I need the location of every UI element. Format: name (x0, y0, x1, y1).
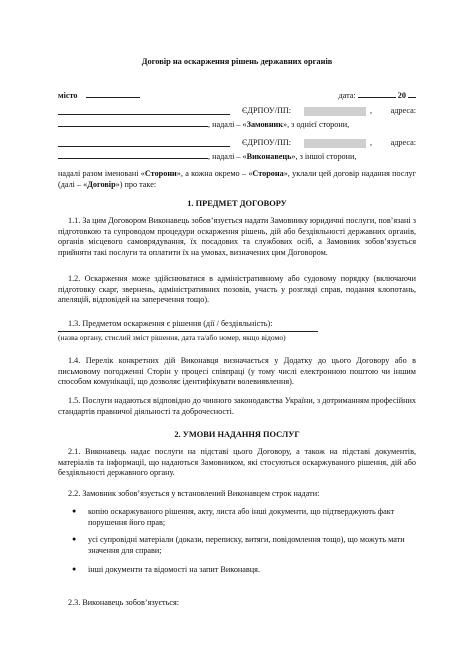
clause-2-3: 2.3. Виконавець зобов’язується: (68, 598, 180, 607)
section-1-title: 1. ПРЕДМЕТ ДОГОВОРУ (187, 199, 287, 208)
customer-address-field[interactable] (58, 118, 208, 127)
clause-1-5: 1.5. Послуги надаються відповідно до чинного законодавства України, з дотриманням професійних стандартів правничої діяльності та доброчесності. (58, 396, 416, 416)
contractor-role: Виконавець (246, 152, 292, 161)
bullet-icon: ● (72, 507, 77, 515)
customer-edrpou-label: ЄДРПОУ/ПП: (242, 106, 292, 115)
date-year: 20 (397, 91, 406, 100)
customer-role: Замовник (246, 120, 283, 129)
place-label: місто (58, 91, 78, 100)
date-field[interactable] (358, 89, 396, 98)
contractor-address-field[interactable] (58, 150, 208, 159)
bullet-icon: ● (72, 535, 77, 543)
place-field[interactable] (86, 89, 140, 98)
customer-edrpou-field[interactable] (304, 107, 366, 116)
document-page: Договір на оскарження рішень державних органів місто дата: 20 ЄДРПОУ/ПП: , адреса: , надалі – «Замовник», з однієї сторони, ЄДРПОУ/ПП: , адреса: , надалі – «Виконавець», з іншої сторони, надалі разом іменовані «Сторони», а кожна окремо – «Сторона», уклали цей договір надання послуг (далі – «Договір») про таке: 1. ПРЕДМЕТ ДОГОВОРУ 1.1. За цим Договором Виконавець зобов’язується надати Замовнику юридичні послуги, пов’язані з підготовкою та супроводом процедури оскарження рішень, дій або бездіяльності державних органів, органів місцевого самоврядування, їх посадових та службових осіб, а Замовник зобов’язується прийняти такі послуги та оплатити їх на умовах, визначених цим Договором. 1.2. Оскарження може здійснюватися в адміністративному або судовому порядку (включаючи підготовку скарг, звернень, адміністративних позовів, участь у розгляді справ, подання клопотань, апеляцій, відповідей на заперечення тощо). 1.3. Предметом оскарження є рішення (дії / бездіяльність): (назва органу, стислий зміст рішення, дата та/або номер, якщо відомо) 1.4. Перелік конкретних дій Виконавця визначається у Додатку до цього Договору або в письмовому погодженні Сторін у процесі співпраці (у тому числі електронною поштою чи іншим способом комунікації, що дозволяє ідентифікувати волевиявлення). 1.5. Послуги надаються відповідно до чинного законодавства України, з дотриманням професійних стандартів правничої діяльності та доброчесності. 2. УМОВИ НАДАННЯ ПОСЛУГ 2.1. Виконавець надає послуги на підставі цього Договору, а також на підставі документів, матеріалів та інформації, що надаються Замовником, які стосуються оскаржуваного рішення, дій або бездіяльності державного органу. 2.2. Замовник зобов’язується у встановлений Виконавцем строк надати: ● копію оскаржуваного рішення, акту, листа або інші документи, що підтверджують факт порушення його прав; ● усі супровідні матеріали (докази, переписку, витяги, повідомлення тощо), що можуть мати значення для справи; ● інші документи та відомості на запит Виконавця. 2.3. Виконавець зобов’язується: (0, 0, 474, 670)
customer-address-label: адреса: (390, 106, 416, 115)
contractor-edrpou-field[interactable] (304, 139, 366, 148)
clause-1-3-hint: (назва органу, стислий зміст рішення, дата та/або номер, якщо відомо) (58, 333, 286, 342)
subject-field[interactable] (58, 330, 318, 332)
contractor-name-field[interactable] (58, 138, 230, 147)
section-2-title: 2. УМОВИ НАДАННЯ ПОСЛУГ (174, 430, 300, 439)
contractor-edrpou-label: ЄДРПОУ/ПП: (242, 138, 292, 147)
customer-name-field[interactable] (58, 106, 230, 115)
clause-1-4: 1.4. Перелік конкретних дій Виконавця визначається у Додатку до цього Договору або в письмовому погодженні Сторін у процесі співпраці (у тому числі електронною поштою чи іншим способом комунікації, що дозволяє ідентифікувати волевиявлення). (58, 356, 416, 386)
clause-2-1: 2.1. Виконавець надає послуги на підставі цього Договору, а також на підставі документів, матеріалів та інформації, що надаються Замовником, які стосуються оскаржуваного рішення, дій або бездіяльності державного органу. (58, 447, 416, 477)
intro-paragraph: надалі разом іменовані «Сторони», а кожна окремо – «Сторона», уклали цей договір надання послуг (далі – «Договір») про таке: (58, 169, 416, 189)
year-field[interactable] (408, 89, 416, 98)
party-contractor: ЄДРПОУ/ПП: , адреса: , надалі – «Виконавець», з іншої сторони, (58, 138, 416, 162)
clause-2-2: 2.2. Замовник зобов’язується у встановлений Виконавцем строк надати: (68, 489, 320, 498)
contractor-address-label: адреса: (390, 138, 416, 147)
bullet-icon: ● (72, 565, 77, 573)
clause-1-3: 1.3. Предметом оскарження є рішення (дії / бездіяльність): (68, 319, 273, 328)
clause-1-2: 1.2. Оскарження може здійснюватися в адміністративному або судовому порядку (включаючи підготовку скарг, звернень, адміністративних позовів, участь у розгляді справ, подання клопотань, апеляцій, відповідей на заперечення тощо). (58, 274, 416, 304)
party-customer: ЄДРПОУ/ПП: , адреса: , надалі – «Замовник», з однієї сторони, (58, 106, 416, 130)
date-label: дата: (338, 91, 356, 100)
document-title: Договір на оскарження рішень державних органів (141, 57, 333, 66)
clause-1-1: 1.1. За цим Договором Виконавець зобов’язується надати Замовнику юридичні послуги, пов’язані з підготовкою та супроводом процедури оскарження рішень, дій або бездіяльності державних органів, органів місцевого самоврядування, їх посадових та службових осіб, а Замовник зобов’язується прийняти такі послуги та оплатити їх на умовах, визначених цим Договором. (58, 216, 416, 257)
